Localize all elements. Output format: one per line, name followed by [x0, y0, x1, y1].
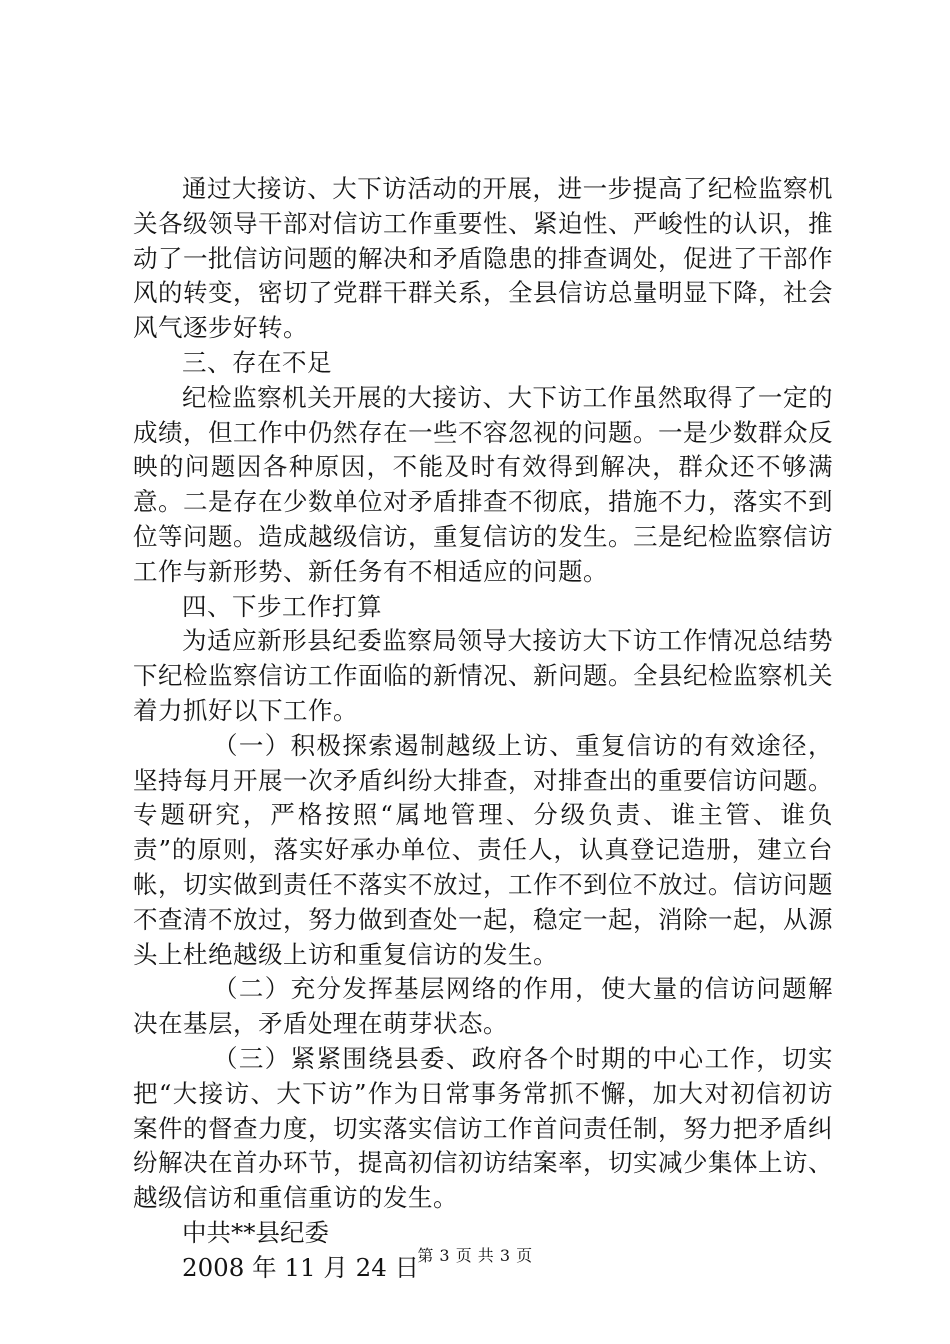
paragraph-item-one: （一）积极探索遏制越级上访、重复信访的有效途径，坚持每月开展一次矛盾纠纷大排查，对排查出的重要信访问题。专题研究，严格按照“属地管理、分级负责、谁主管、谁负责”的原则，落实好承办单位、责任人，认真登记造册，建立台帐，切实做到责任不落实不放过，工作不到位不放过。信访问题不查清不放过，努力做到查处一起，稳定一起，消除一起，从源头上杜绝越级上访和重复信访的发生。 [133, 730, 833, 969]
page-footer: 第 3 页 共 3 页 [417, 1246, 533, 1265]
paragraph-shortcomings: 纪检监察机关开展的大接访、大下访工作虽然取得了一定的成绩，但工作中仍然存在一些不容忽视的问题。一是少数群众反映的问题因各种原因，不能及时有效得到解决，群众还不够满意。二是存在少数单位对矛盾排查不彻底，措施不力，落实不到位等问题。造成越级信访，重复信访的发生。三是纪检监察信访工作与新形势、新任务有不相适应的问题。 [133, 382, 833, 586]
document-body [133, 172, 833, 1286]
paragraph-item-three: （三）紧紧围绕县委、政府各个时期的中心工作，切实把“大接访、大下访”作为日常事务常抓不懈，加大对初信初访案件的督查力度，切实落实信访工作首问责任制，努力把矛盾纠纷解决在首办环节，提高初信初访结案率，切实减少集体上访、越级信访和重信重访的发生。 [133, 1043, 833, 1213]
paragraph-next-steps-intro: 为适应新形县纪委监察局领导大接访大下访工作情况总结势下纪检监察信访工作面临的新情况、新问题。全县纪检监察机关着力抓好以下工作。 [133, 626, 833, 725]
paragraph-item-two: （二）充分发挥基层网络的作用，使大量的信访问题解决在基层，矛盾处理在萌芽状态。 [133, 974, 833, 1039]
paragraph-results: 通过大接访、大下访活动的开展，进一步提高了纪检监察机关各级领导干部对信访工作重要性、紧迫性、严峻性的认识，推动了一批信访问题的解决和矛盾隐患的排查调处，促进了干部作风的转变，密切了党群干群关系，全县信访总量明显下降，社会风气逐步好转。 [133, 174, 833, 343]
section-heading-next-steps: 四、下步工作打算 [182, 591, 382, 621]
section-heading-shortcomings: 三、存在不足 [182, 347, 332, 377]
signature-date: 2008 年 11 月 24 日 [182, 1252, 420, 1282]
signature-organization: 中共**县纪委 [182, 1217, 329, 1247]
